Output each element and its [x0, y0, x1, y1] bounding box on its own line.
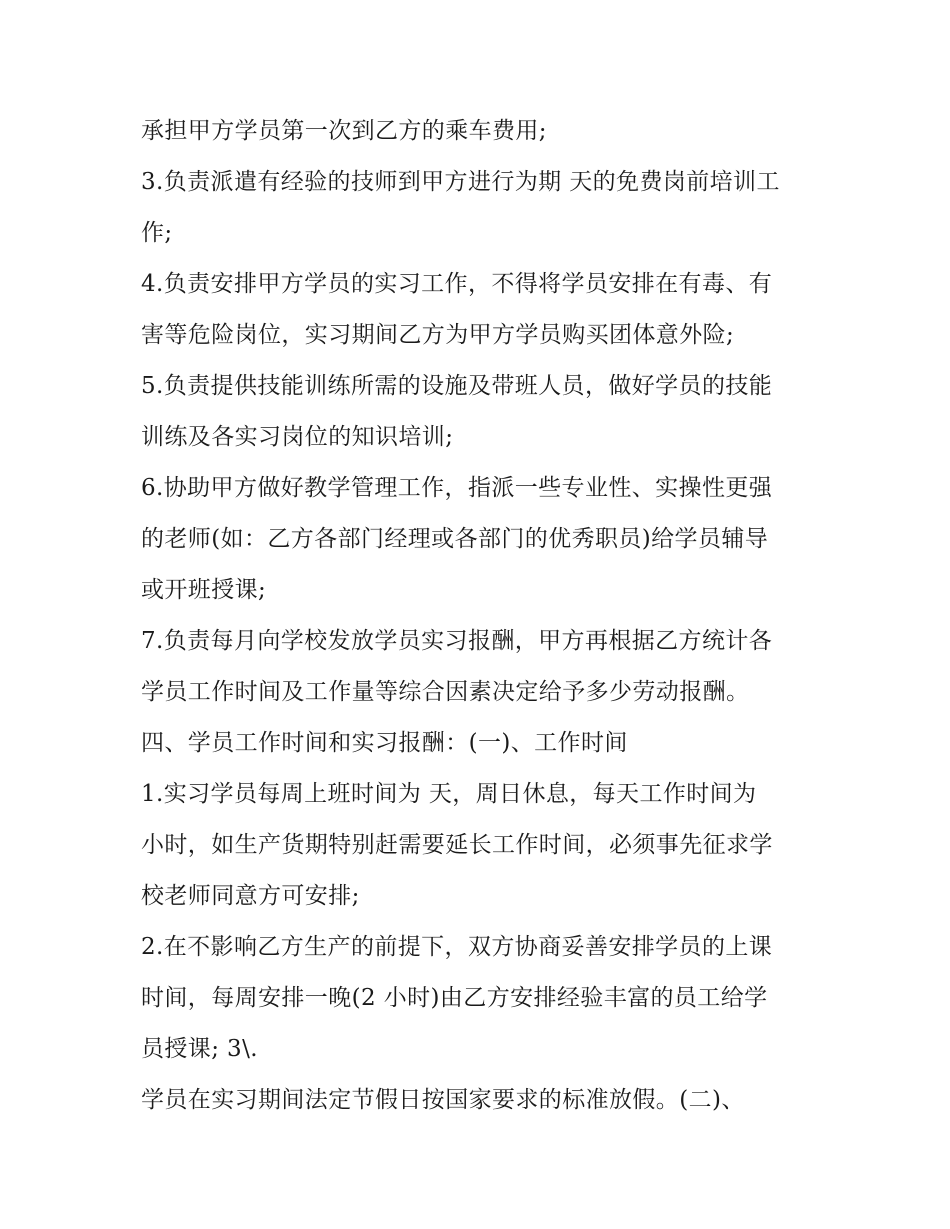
- text-line: 5.负责提供技能训练所需的设施及带班人员，做好学员的技能: [141, 373, 773, 399]
- text-line: 或开班授课;: [141, 577, 267, 603]
- document-body: [141, 106, 841, 1126]
- text-line: 员授课; 3\.: [141, 1036, 258, 1062]
- text-line: 4.负责安排甲方学员的实习工作，不得将学员安排在有毒、有: [141, 271, 773, 297]
- text-line: 学员工作时间及工作量等综合因素决定给予多少劳动报酬。: [141, 679, 750, 705]
- text-line: 害等危险岗位，实习期间乙方为甲方学员购买团体意外险;: [141, 322, 735, 348]
- text-line: 学员在实习期间法定节假日按国家要求的标准放假。(二)、: [141, 1087, 745, 1113]
- text-line: 6.协助甲方做好教学管理工作，指派一些专业性、实操性更强: [141, 475, 773, 501]
- text-line: 作;: [141, 220, 173, 246]
- text-line: 2.在不影响乙方生产的前提下，双方协商妥善安排学员的上课: [141, 934, 773, 960]
- section-heading: 四、学员工作时间和实习报酬：(一)、工作时间: [141, 730, 628, 756]
- text-line: 1.实习学员每周上班时间为 天，周日休息，每天工作时间为: [141, 781, 757, 807]
- text-line: 时间，每周安排一晚(2 小时)由乙方安排经验丰富的员工给学: [141, 985, 768, 1011]
- text-line: 3.负责派遣有经验的技师到甲方进行为期 天的免费岗前培训工: [141, 169, 780, 195]
- text-line: 承担甲方学员第一次到乙方的乘车费用;: [141, 118, 547, 144]
- text-line: 7.负责每月向学校发放学员实习报酬，甲方再根据乙方统计各: [141, 628, 773, 654]
- text-line: 小时，如生产货期特别赶需要延长工作时间，必须事先征求学: [141, 832, 773, 858]
- text-line: 的老师(如：乙方各部门经理或各部门的优秀职员)给学员辅导: [141, 526, 769, 552]
- text-line: 训练及各实习岗位的知识培训;: [141, 424, 454, 450]
- text-line: 校老师同意方可安排;: [141, 883, 360, 909]
